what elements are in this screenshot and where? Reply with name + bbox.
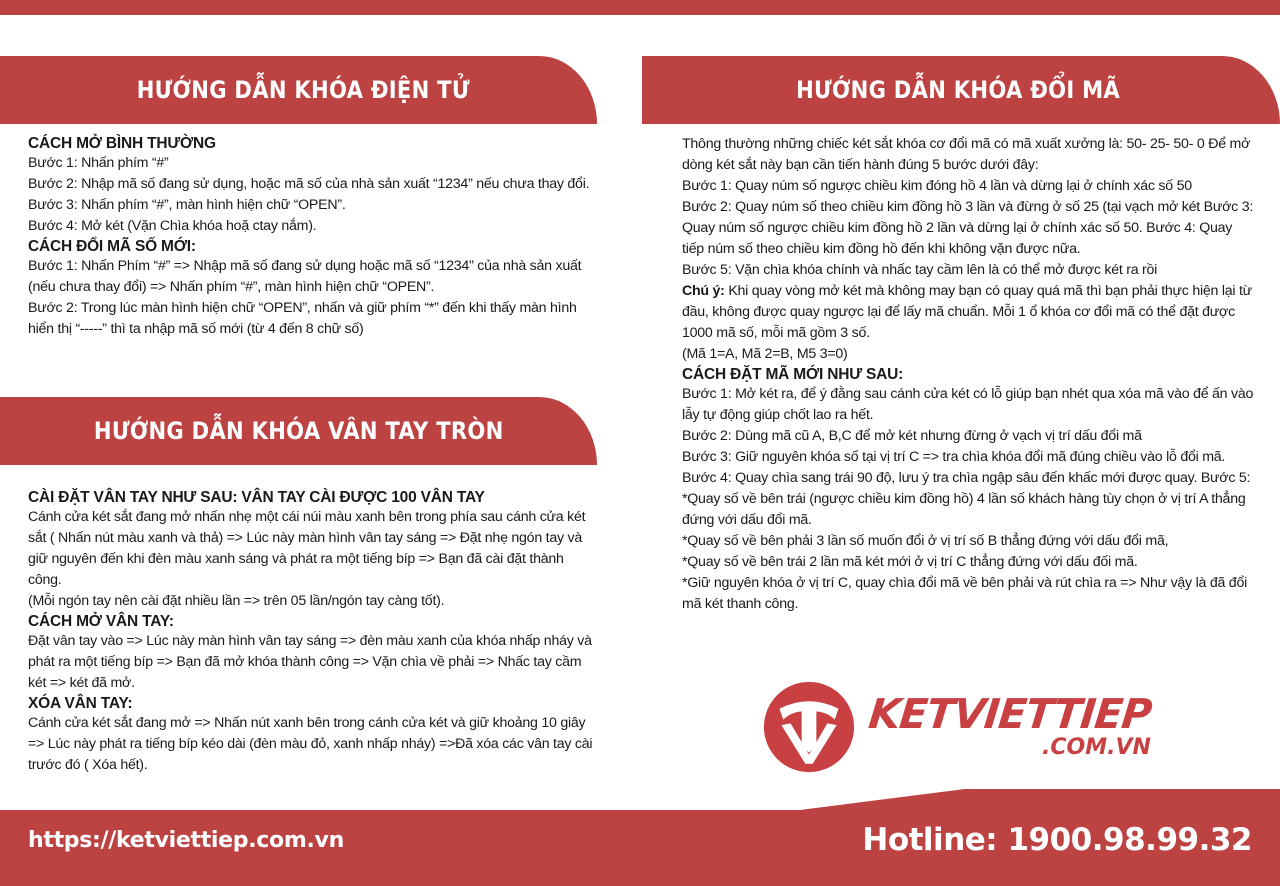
step-text: *Quay số về bên trái (ngược chiều kim đồng hồ) 4 lần số khách hàng tùy chọn ở vị trí A thẳng đứng với dấu đổi mã. <box>682 491 1246 528</box>
section-title: HƯỚNG DẪN KHÓA VÂN TAY TRÒN <box>93 417 504 445</box>
subheading-normal-open: CÁCH MỞ BÌNH THƯỜNG <box>28 135 216 152</box>
brand-wordmark <box>866 690 1154 761</box>
step-text: Bước 4: Mở két (Vặn Chìa khóa hoặ ctay nắm). <box>28 218 317 234</box>
step-text: Đặt vân tay vào => Lúc này màn hình vân tay sáng => đèn màu xanh của khóa nhấp nháy và phát ra một tiếng bíp => Bạn đã mở khóa thành công => Vặn chìa về phải => Nhấc tay cầm két => két đã mở. <box>28 633 592 691</box>
step-text: *Quay số về bên phải 3 lần số muốn đổi ở vị trí số B thẳng đứng với dấu đổi mã, <box>682 533 1169 549</box>
step-text: Bước 2: Trong lúc màn hình hiện chữ “OPEN”, nhấn và giữ phím “*” đến khi thấy màn hình hiển thị “-----” thì ta nhập mã số mới (từ 4 đến 8 chữ số) <box>28 300 577 337</box>
step-text: Bước 3: Nhấn phím “#”, màn hình hiện chữ “OPEN”. <box>28 197 346 213</box>
step-text: *Giữ nguyên khóa ở vị trí C, quay chìa đổi mã về bên phải và rút chìa ra => Như vậy là đã đổi mã két thanh công. <box>682 575 1247 612</box>
step-text: Bước 2: Dùng mã cũ A, B,C để mở két nhưng đừng ở vạch vị trí dấu đổi mã <box>682 428 1142 444</box>
website-link[interactable]: https://ketviettiep.com.vn <box>28 828 344 853</box>
step-text: *Quay số về bên trái 2 lần mã két mới ở vị trí C thẳng đứng với dấu đối mã. <box>682 554 1138 570</box>
step-text: Bước 1: Nhấn Phím “#” => Nhập mã số đang sử dụng hoặc mã số “1234” của nhà sản xuất (nếu chưa thay đổi) => Nhấn phím “#”, màn hình hiện chữ “OPEN”. <box>28 258 582 295</box>
step-text: Bước 3: Giữ nguyên khóa số tại vị trí C => tra chìa khóa đổi mã đúng chiều vào lỗ đổi mã. <box>682 449 1226 465</box>
code-map-text: (Mã 1=A, Mã 2=B, M5 3=0) <box>682 346 848 362</box>
section-banner-electronic-lock <box>0 56 597 124</box>
brand-domain: .COM.VN <box>1042 735 1151 760</box>
step-text: Cánh cửa két sắt đang mở nhấn nhẹ một cái núi màu xanh bên trong phía sau cánh cửa két sắt ( Nhấn nút màu xanh và thả) => Lúc này màn hình vân tay sáng => Đặt nhẹ ngón tay và giữ nguyên đến khi đèn màu xanh sáng và phát ra một tiếng bíp => Bạn đã cài đặt thành công. <box>28 509 586 588</box>
electronic-lock-instructions <box>28 134 598 340</box>
step-text: Bước 5: Vặn chìa khóa chính và nhấc tay cầm lên là có thể mở được két ra rồi <box>682 262 1158 278</box>
step-text: Bước 2: Nhập mã số đang sử dụng, hoặc mã số của nhà sản xuất “1234” nếu chưa thay đổi. <box>28 176 590 192</box>
step-text: Cánh cửa két sắt đang mở => Nhấn nút xanh bên trong cánh cửa két và giữ khoảng 10 giây => Lúc này phát ra tiếng bíp kéo dài (đèn màu đỏ, xanh nhấp nháy) =>Đã xóa các vân tay cài trước đó ( Xóa hết). <box>28 715 593 773</box>
subheading-setup-fingerprint: CÀI ĐẶT VÂN TAY NHƯ SAU: VÂN TAY CÀI ĐƯỢC 100 VÂN TAY <box>28 489 485 506</box>
intro-text: Thông thường những chiếc két sắt khóa cơ đổi mã có mã xuất xưởng là: 50- 25- 50- 0 Để mở dòng két sắt này bạn cần tiến hành đúng 5 bước dưới đây: <box>682 136 1251 173</box>
section-banner-fingerprint-lock <box>0 397 597 465</box>
note-label: Chú ý: <box>682 283 725 299</box>
subheading-open-fingerprint: CÁCH MỞ VÂN TAY: <box>28 613 174 630</box>
subheading-set-new-code: CÁCH ĐẶT MÃ MỚI NHƯ SAU: <box>682 366 904 383</box>
step-text: (Mỗi ngón tay nên cài đặt nhiều lần => trên 05 lần/ngón tay càng tốt). <box>28 593 445 609</box>
brand-logo <box>763 681 1154 773</box>
step-text: Bước 1: Quay núm số ngược chiều kim đóng hồ 4 lần và dừng lại ở chính xác số 50 <box>682 178 1192 194</box>
step-text: Bước 1: Mở két ra, để ý đằng sau cánh cửa két có lỗ giúp bạn nhét qua xóa mã vào để ấn vào lẫy tự động giúp chốt lao ra hết. <box>682 386 1254 423</box>
subheading-delete-fingerprint: XÓA VÂN TAY: <box>28 695 133 712</box>
subheading-change-code: CÁCH ĐỔI MÃ SỐ MỚI: <box>28 238 196 255</box>
fingerprint-lock-instructions <box>28 488 598 776</box>
note-text: Khi quay vòng mở két mà không may bạn có quay quá mã thì bạn phải thực hiện lại từ đầu, không được quay ngược lại để lấy mã chuẩn. Mỗi 1 ổ khóa cơ đổi mã có thể đặt được 1000 mã số, mỗi mã gồm 3 số. <box>682 283 1252 341</box>
step-text: Bước 1: Nhấn phím “#” <box>28 155 169 171</box>
section-title: HƯỚNG DẪN KHÓA ĐIỆN TỬ <box>136 76 471 104</box>
kvt-shield-v-icon <box>763 681 855 773</box>
step-text: Bước 4: Quay chìa sang trái 90 độ, lưu ý tra chìa ngập sâu đến khấc mới được quay. Bước 5: <box>682 470 1251 486</box>
top-decorative-bar <box>0 0 1280 15</box>
brand-name: KETVIETTIEP <box>866 690 1154 738</box>
step-text: Bước 2: Quay núm số theo chiều kim đồng hồ 3 lần và đừng ở số 25 (tại vạch mở két Bước 3: Quay núm số ngược chiều kim đồng hồ 2 lần và dừng lại ở chính xác số 50. Bước 4: Quay tiếp núm số theo chiều kim đồng hồ đến khi không vặn được nữa. <box>682 199 1254 257</box>
combination-lock-instructions <box>682 134 1254 615</box>
section-title: HƯỚNG DẪN KHÓA ĐỔI MÃ <box>796 76 1121 104</box>
note-paragraph <box>682 281 1254 344</box>
section-banner-combination-lock <box>642 56 1280 124</box>
hotline-number[interactable]: Hotline: 1900.98.99.32 <box>862 822 1252 858</box>
